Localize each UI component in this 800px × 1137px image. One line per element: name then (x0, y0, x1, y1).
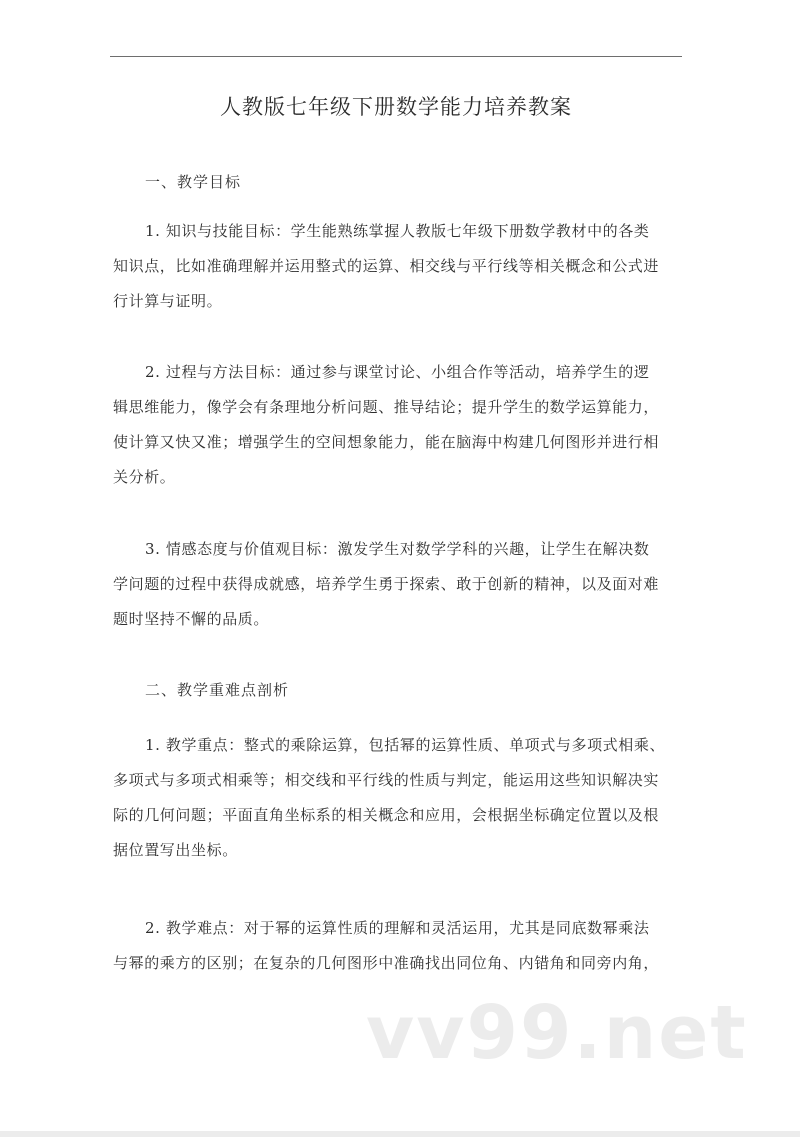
header-rule (110, 56, 682, 57)
paragraph-line: 知识点，比如准确理解并运用整式的运算、相交线与平行线等相关概念和公式进 (113, 257, 660, 275)
paragraph-line: 行计算与证明。 (113, 292, 223, 310)
paragraph-line: 3. 情感态度与价值观目标：激发学生对数学学科的兴趣，让学生在解决数 (145, 540, 650, 558)
watermark-text: vv99.net (366, 990, 748, 1076)
paragraph-knowledge-skills (113, 214, 688, 319)
paragraph-line: 际的几何问题；平面直角坐标系的相关概念和应用，会根据坐标确定位置以及根 (113, 806, 660, 824)
paragraph-line: 与幂的乘方的区别；在复杂的几何图形中准确找出同位角、内错角和同旁内角， (113, 954, 660, 972)
page-bottom-edge (0, 1131, 800, 1137)
paragraph-attitude-values (113, 532, 688, 637)
document-title: 人教版七年级下册数学能力培养教案 (220, 95, 572, 119)
paragraph-process-methods (113, 355, 688, 495)
paragraph-line: 学问题的过程中获得成就感，培养学生勇于探索、敢于创新的精神，以及面对难 (113, 575, 660, 593)
paragraph-teaching-difficulties (113, 911, 688, 981)
paragraph-line: 多项式与多项式相乘等；相交线和平行线的性质与判定，能运用这些知识解决实 (113, 771, 660, 789)
section-heading-key-points: 二、教学重难点剖析 (145, 681, 290, 699)
paragraph-line: 2. 过程与方法目标：通过参与课堂讨论、小组合作等活动，培养学生的逻 (145, 363, 650, 381)
paragraph-line: 使计算又快又准；增强学生的空间想象能力，能在脑海中构建几何图形并进行相 (113, 433, 660, 451)
paragraph-line: 辑思维能力，像学会有条理地分析问题、推导结论；提升学生的数学运算能力， (113, 398, 660, 416)
paragraph-line: 1. 教学重点：整式的乘除运算，包括幂的运算性质、单项式与多项式相乘、 (145, 736, 666, 754)
paragraph-teaching-focus (113, 728, 688, 868)
section-heading-objectives: 一、教学目标 (145, 173, 242, 191)
paragraph-line: 据位置写出坐标。 (113, 841, 238, 859)
paragraph-line: 关分析。 (113, 468, 176, 486)
paragraph-line: 1. 知识与技能目标：学生能熟练掌握人教版七年级下册数学教材中的各类 (145, 222, 650, 240)
paragraph-line: 2. 教学难点：对于幂的运算性质的理解和灵活运用，尤其是同底数幂乘法 (145, 919, 650, 937)
paragraph-line: 题时坚持不懈的品质。 (113, 610, 270, 628)
